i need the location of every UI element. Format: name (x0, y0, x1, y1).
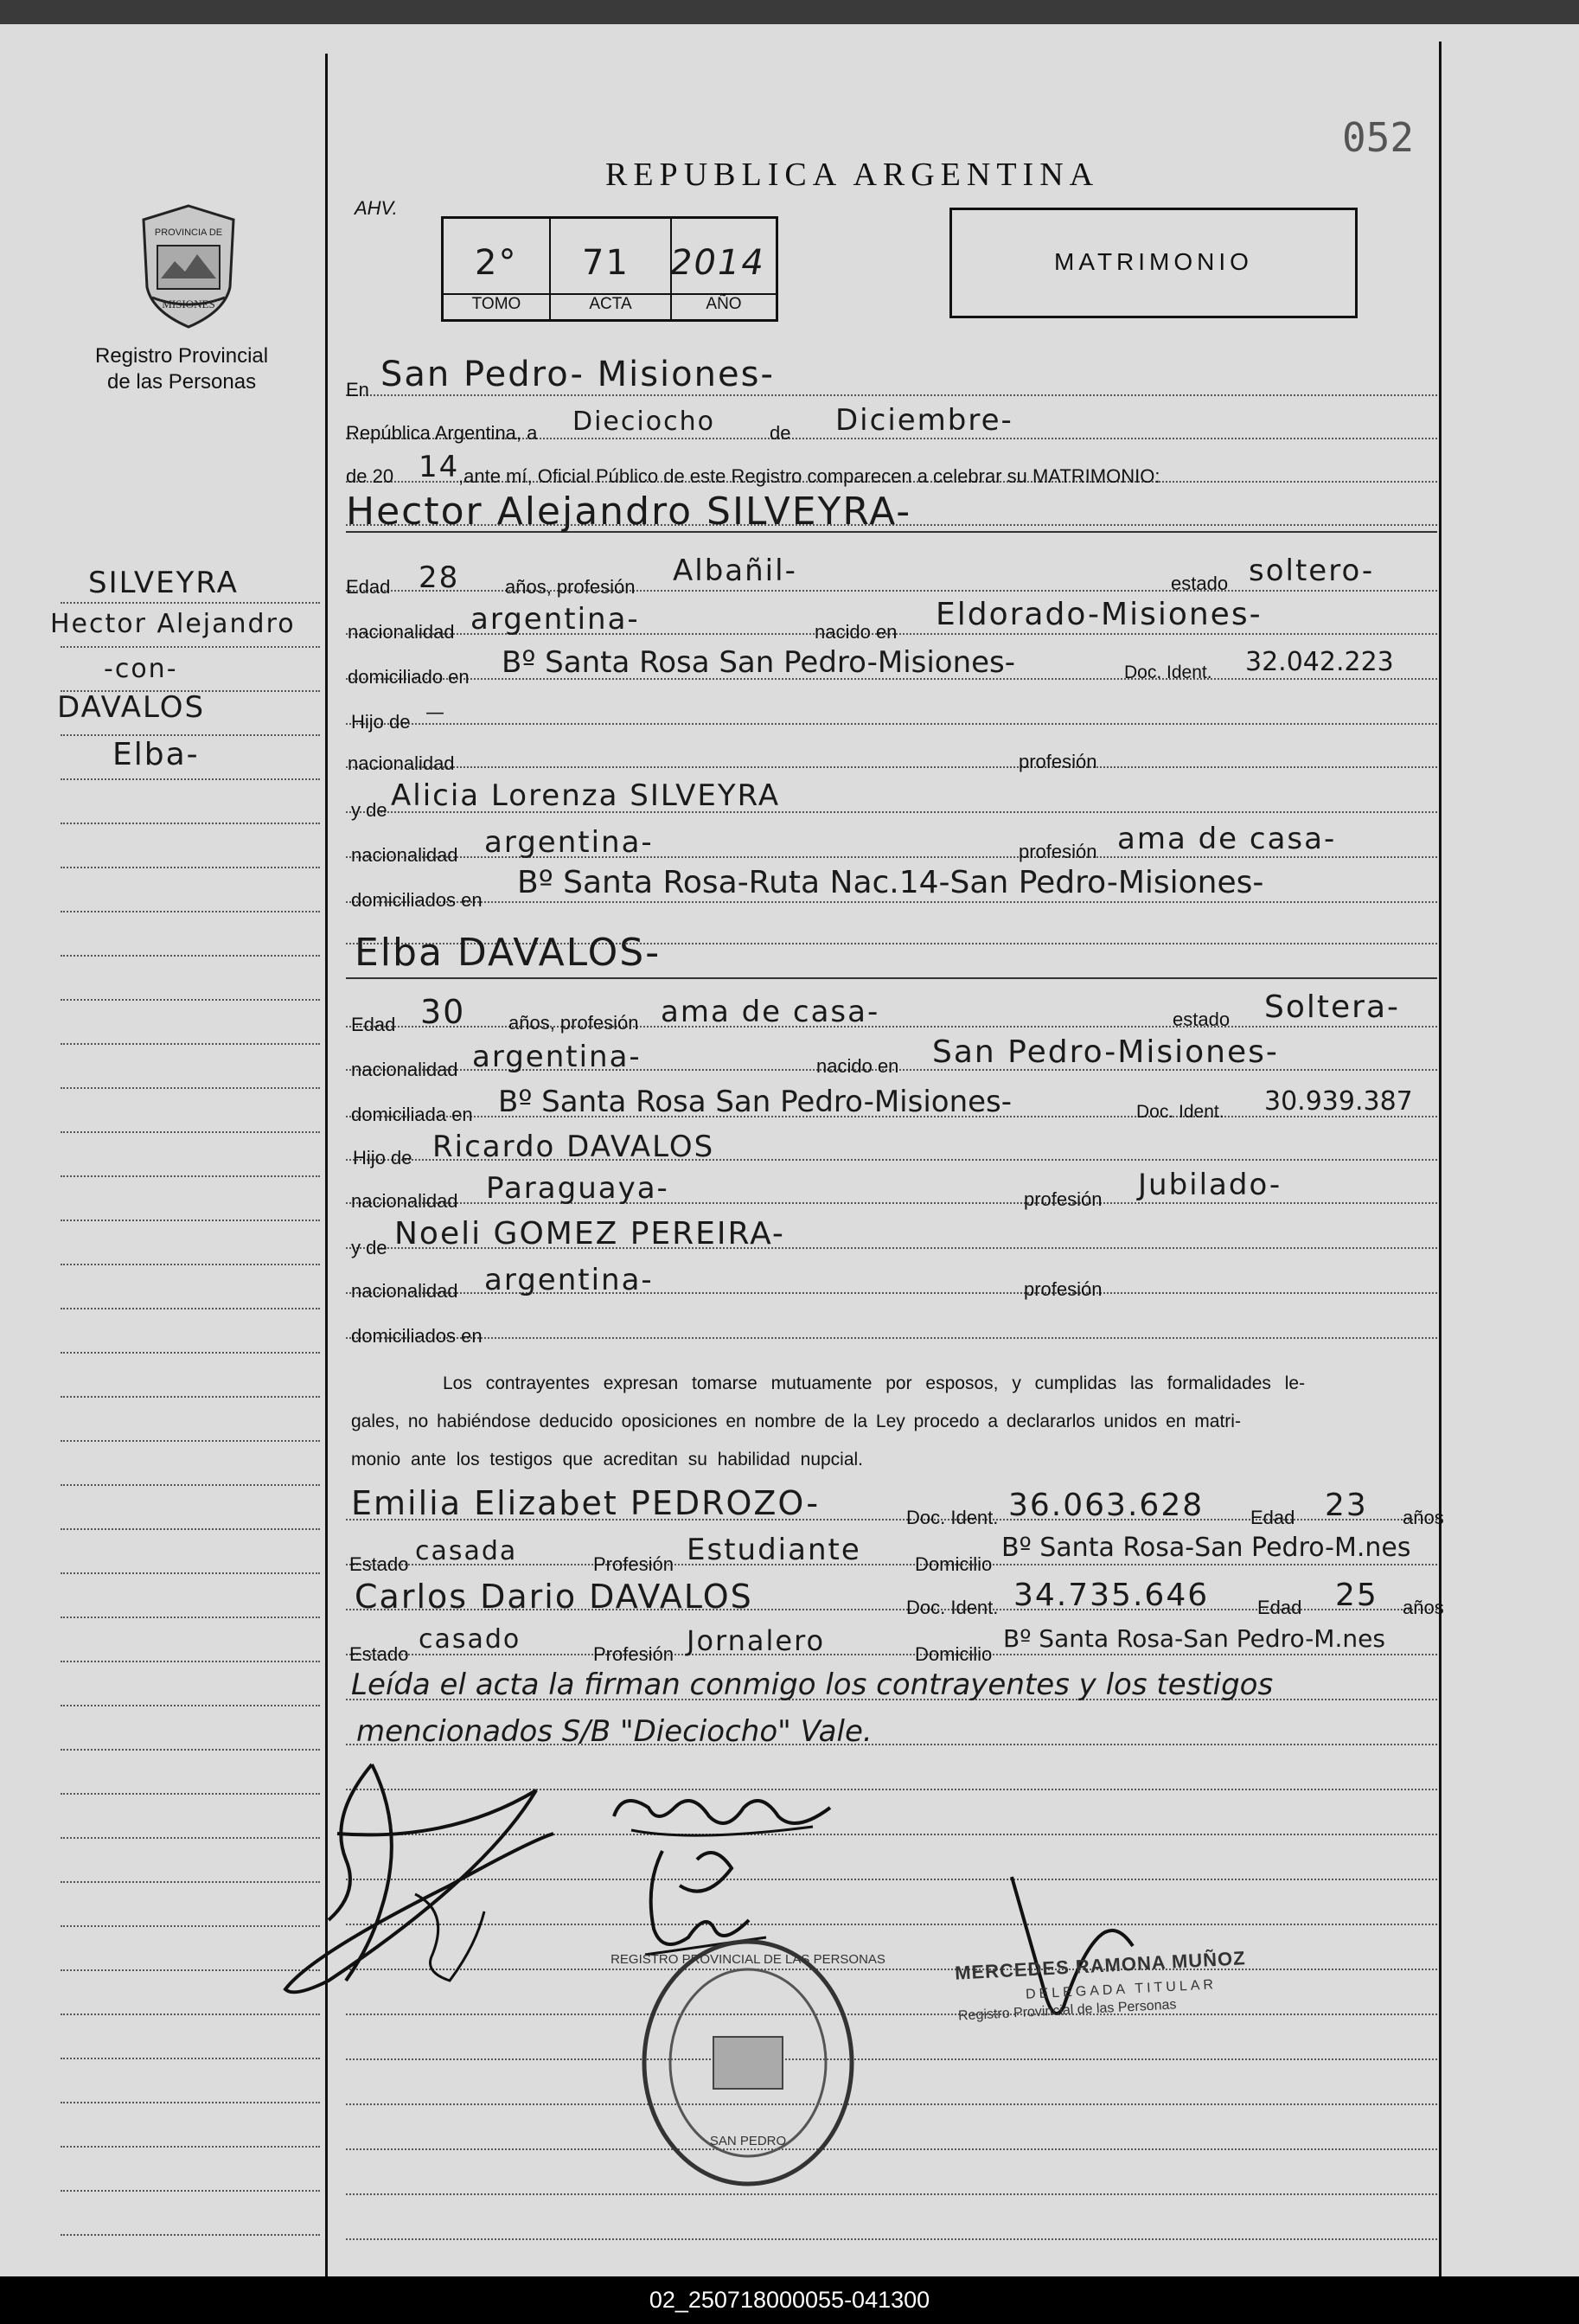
label-edad: Edad (346, 576, 391, 598)
margin-rule (61, 1220, 320, 1221)
sheet-number: 052 (1342, 114, 1415, 161)
groom-nationality: argentina- (470, 602, 640, 637)
paragraph-line-1: Los contrayentes expresan tomarse mutuamente por esposos, y cumplidas las formalidades le- (443, 1373, 1306, 1393)
label-nacionalidad-4: nacionalidad (351, 1059, 458, 1080)
label-domiciliado-en: domiciliado en (348, 666, 470, 688)
margin-note-line-2: Hector Alejandro (50, 609, 296, 639)
margin-rule (61, 1440, 320, 1442)
label-anos-w1: años (1403, 1507, 1444, 1528)
witness-2-age: 25 (1335, 1578, 1378, 1613)
witness-2-profession: Jornalero (687, 1624, 826, 1657)
witness-2-name: Carlos Dario DAVALOS (355, 1578, 753, 1616)
clerk-initials: AHV. (355, 197, 398, 219)
label-y-de: y de (351, 799, 387, 821)
label-de-20: de 20 (346, 465, 394, 487)
margin-rule (61, 911, 320, 912)
margin-rule (61, 778, 320, 780)
matrimonio-box (949, 208, 1358, 318)
paragraph-line-3: monio ante los testigos que acreditan su habilidad nupcial. (351, 1450, 864, 1469)
witness-1-age: 23 (1325, 1488, 1368, 1523)
witness-2-status: casado (419, 1624, 521, 1655)
margin-rule (61, 1617, 320, 1618)
groom-name: Hector Alejandro SILVEYRA- (346, 490, 912, 534)
record-number-box (441, 216, 778, 322)
label-nacionalidad-3: nacionalidad (351, 844, 458, 866)
groom-mother: Alicia Lorenza SILVEYRA (391, 778, 781, 813)
bride-age: 30 (420, 993, 466, 1031)
place-value: San Pedro- Misiones- (380, 355, 775, 394)
logo-top-text: PROVINCIA DE (154, 227, 223, 238)
label-anos-prof-2: años, profesión (508, 1012, 639, 1034)
label-doc-ident: Doc. Ident. (1124, 663, 1212, 682)
form-rule (346, 2193, 1437, 2195)
label-nacionalidad-2: nacionalidad (348, 752, 455, 774)
margin-note-line-1: SILVEYRA (88, 566, 239, 600)
logo-bottom-text: MISIONES (162, 298, 215, 311)
label-anos-w2: años (1403, 1597, 1444, 1618)
misiones-coat-of-arms-icon (137, 201, 240, 330)
margin-rule (61, 1396, 320, 1398)
label-nacido-en: nacido en (815, 621, 898, 643)
label-edad-w1: Edad (1250, 1507, 1295, 1528)
label-hijo-de: Hijo de (351, 711, 411, 733)
registry-line-1: Registro Provincial (95, 344, 269, 368)
page-title: REPUBLICA ARGENTINA (605, 157, 1100, 193)
label-ante: ,ante mí, Oficial Público de este Registro comparecen a celebrar su MATRIMONIO: (458, 465, 1160, 487)
bride-profession: ama de casa- (661, 995, 880, 1029)
margin-rule (61, 1528, 320, 1530)
bride-father-profession: Jubilado- (1138, 1168, 1282, 1202)
margin-rule (61, 602, 320, 604)
ano-label: AÑO (706, 295, 742, 313)
form-rule (346, 2148, 1437, 2150)
bride-status: Soltera- (1264, 989, 1400, 1025)
bride-birthplace: San Pedro-Misiones- (932, 1034, 1279, 1070)
registry-line-2: de las Personas (107, 370, 257, 394)
label-estado-w2: Estado (349, 1643, 409, 1665)
groom-mother-nationality: argentina- (484, 825, 654, 860)
groom-profession: Albañil- (673, 554, 797, 588)
margin-rule (61, 2102, 320, 2103)
margin-rule (61, 999, 320, 1001)
witness-1-profession: Estudiante (687, 1533, 861, 1567)
margin-rule (61, 1661, 320, 1662)
label-republica: República Argentina, a (346, 422, 538, 444)
label-nacido-en-2: nacido en (816, 1055, 899, 1077)
groom-mother-profession: ama de casa- (1117, 822, 1337, 856)
seal-ring-text: REGISTRO PROVINCIAL DE LAS PERSONAS (611, 1952, 885, 1967)
acta-value: 71 (582, 243, 630, 283)
label-profesion-w2: Profesión (593, 1643, 674, 1665)
label-y-de-2: y de (351, 1237, 387, 1258)
label-profesion-2: profesión (1019, 841, 1097, 862)
margin-rule (61, 646, 320, 648)
label-en: En (346, 379, 369, 400)
label-domiciliados-en-2: domiciliados en (351, 1325, 483, 1347)
witness-2-doc: 34.735.646 (1013, 1578, 1210, 1613)
margin-rule (61, 2234, 320, 2236)
margin-rule (61, 1264, 320, 1265)
groom-father: — (425, 702, 446, 724)
witness-2-address: Bº Santa Rosa-San Pedro-M.nes (1003, 1624, 1385, 1653)
label-anos-prof: años, profesión (505, 576, 636, 598)
label-edad-2: Edad (351, 1014, 396, 1035)
label-profesion-4: profesión (1024, 1278, 1103, 1300)
margin-rule (61, 2146, 320, 2148)
witness-1-doc: 36.063.628 (1008, 1488, 1205, 1523)
label-domicilio-w1: Domicilio (915, 1553, 993, 1575)
groom-age: 28 (419, 560, 460, 595)
margin-rule (61, 823, 320, 824)
official-stamp-name: MERCEDES RAMONA MUÑOZ (954, 1947, 1247, 1984)
tomo-label: TOMO (471, 295, 521, 313)
margin-rule (61, 1087, 320, 1089)
record-type: MATRIMONIO (1054, 248, 1253, 275)
closing-note-line-1: Leída el acta la firman conmigo los contrayentes y los testigos (351, 1668, 1274, 1702)
label-doc-ident-2: Doc. Ident. (1136, 1102, 1224, 1122)
form-rule (346, 723, 1437, 725)
bride-father-nationality: Paraguaya- (486, 1171, 669, 1206)
groom-status: soltero- (1249, 554, 1375, 588)
seal-bottom-text: SAN PEDRO (709, 2134, 787, 2148)
groom-doc: 32.042.223 (1245, 647, 1394, 677)
margin-note-line-5: Elba- (112, 737, 200, 772)
form-rule (346, 766, 1437, 768)
groom-birthplace: Eldorado-Misiones- (936, 597, 1263, 632)
tomo-value: 2° (475, 243, 518, 283)
label-de: de (770, 422, 791, 444)
scan-footer-id: 02_250718000055-041300 (0, 2276, 1579, 2324)
label-profesion: profesión (1019, 751, 1097, 772)
label-hijo-de-2: Hijo de (353, 1147, 412, 1168)
label-domiciliados-en: domiciliados en (351, 889, 483, 911)
form-rule (346, 901, 1437, 903)
margin-rule (61, 1484, 320, 1486)
margin-note-line-3: -con- (104, 654, 178, 684)
margin-rule (61, 1352, 320, 1354)
label-estado-w1: Estado (349, 1553, 409, 1575)
closing-note-line-2: mencionados S/B "Dieciocho" Vale. (356, 1714, 873, 1749)
form-rule (346, 394, 1437, 396)
form-rule (346, 2103, 1437, 2105)
label-estado: estado (1171, 573, 1229, 594)
ano-value: 2014 (670, 243, 765, 283)
label-profesion-3: profesión (1024, 1188, 1103, 1210)
label-estado-2: estado (1173, 1008, 1231, 1030)
margin-rule (61, 2058, 320, 2059)
label-profesion-w1: Profesión (593, 1553, 674, 1575)
margin-note-line-4: DAVALOS (57, 690, 206, 725)
margin-rule (61, 1131, 320, 1133)
paragraph-line-2: gales, no habiéndose deducido oposiciones en nombre de la Ley procedo a declararlos unidos en matri- (351, 1412, 1241, 1431)
form-rule (346, 1337, 1437, 1339)
label-domiciliada-en: domiciliada en (351, 1104, 473, 1125)
label-nacionalidad: nacionalidad (348, 621, 455, 643)
bride-name: Elba DAVALOS- (355, 931, 662, 975)
acta-label: ACTA (589, 295, 632, 313)
official-stamp-office: Registro Provincial de las Personas (957, 1997, 1177, 2024)
official-stamp-role: DELEGADA TITULAR (1025, 1977, 1218, 2002)
groom-parents-address: Bº Santa Rosa-Ruta Nac.14-San Pedro-Misiones- (517, 865, 1264, 900)
bride-nationality: argentina- (472, 1040, 642, 1074)
margin-rule (61, 1308, 320, 1309)
bride-mother: Noeli GOMEZ PEREIRA- (394, 1216, 785, 1252)
margin-rule (61, 2190, 320, 2192)
bride-address: Bº Santa Rosa San Pedro-Misiones- (498, 1085, 1013, 1119)
label-nacionalidad-5: nacionalidad (351, 1190, 458, 1212)
margin-rule (61, 1572, 320, 1574)
margin-rule (61, 1175, 320, 1177)
top-edge-shadow (0, 0, 1579, 24)
right-border (1439, 42, 1442, 2276)
label-doc-ident-w1: Doc. Ident. (906, 1507, 999, 1528)
label-doc-ident-w2: Doc. Ident. (906, 1597, 999, 1618)
witness-1-status: casada (415, 1536, 518, 1566)
margin-rule (61, 1043, 320, 1045)
form-rule (346, 2238, 1437, 2240)
groom-address: Bº Santa Rosa San Pedro-Misiones- (502, 645, 1016, 680)
bride-father: Ricardo DAVALOS (432, 1130, 715, 1164)
form-rule (346, 2058, 1437, 2060)
day-value: Dieciocho (572, 407, 715, 437)
month-value: Diciembre- (835, 403, 1013, 438)
label-nacionalidad-6: nacionalidad (351, 1280, 458, 1302)
bride-mother-nationality: argentina- (484, 1263, 654, 1297)
margin-rule (61, 955, 320, 957)
round-seal-icon (611, 1937, 885, 2188)
year-suffix-value: 14 (419, 450, 460, 484)
bride-doc: 30.939.387 (1264, 1086, 1413, 1117)
label-edad-w2: Edad (1257, 1597, 1302, 1618)
witness-1-name: Emilia Elizabet PEDROZO- (351, 1484, 821, 1522)
label-domicilio-w2: Domicilio (915, 1643, 993, 1665)
margin-rule (61, 1705, 320, 1706)
margin-rule (61, 734, 320, 736)
margin-rule (61, 867, 320, 868)
witness-1-address: Bº Santa Rosa-San Pedro-M.nes (1001, 1533, 1411, 1563)
section-rule (346, 977, 1437, 979)
signature-contrayente-1 (277, 1738, 640, 2015)
